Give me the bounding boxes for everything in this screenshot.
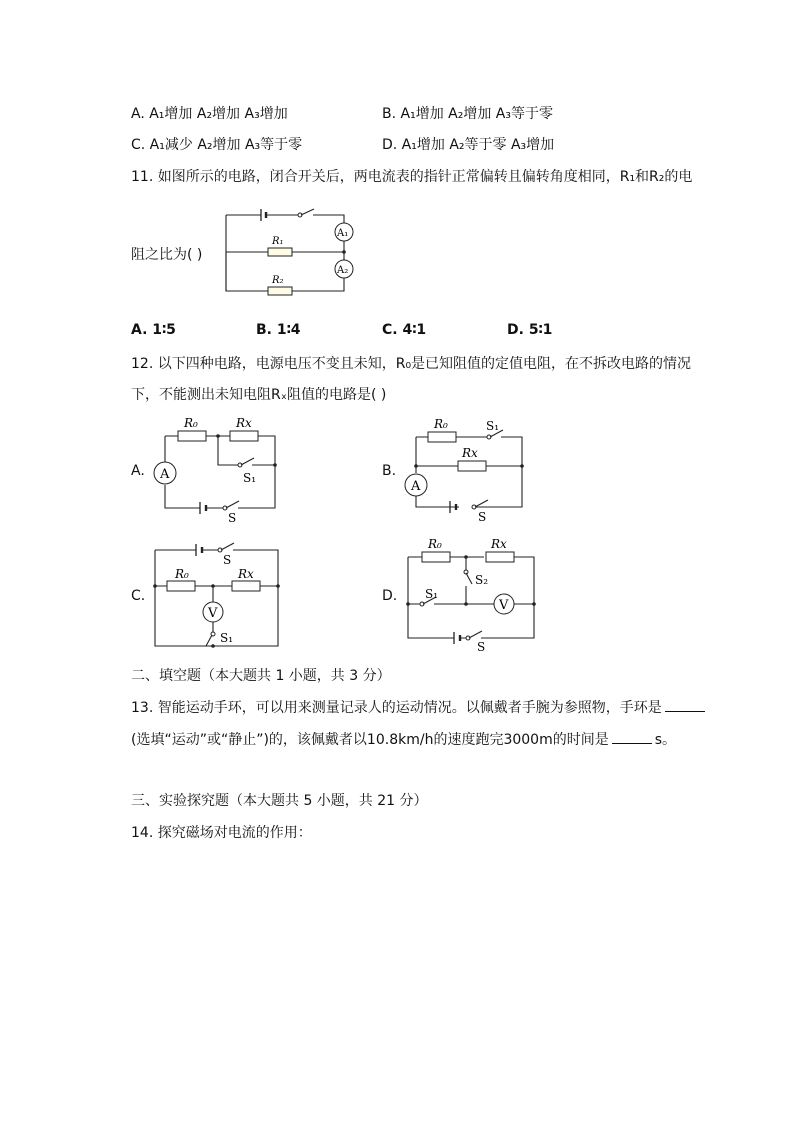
q14-stem: 14. 探究磁场对电流的作用： [131, 825, 312, 841]
q13-stem-cont [131, 729, 676, 749]
ammeter-b-label: A [411, 479, 421, 494]
r0-label-a: R₀ [184, 416, 198, 430]
voltmeter-c-label: V [208, 606, 218, 621]
q13-line2-a: (选填“运动”或“静止”)的，该佩戴者以10.8km/h的速度跑完3000m的时间是 [131, 732, 609, 748]
voltmeter-d-label: V [499, 598, 509, 613]
a2-label: A₂ [337, 265, 349, 276]
section-2-heading: 二、填空题（本大题共 1 小题，共 3 分） [131, 668, 391, 684]
s-label-d: S [477, 640, 486, 654]
section-3-heading: 三、实验探究题（本大题共 5 小题，共 21 分） [131, 793, 428, 809]
q11-stem: 11. 如图所示的电路，闭合开关后，两电流表的指针正常偏转且偏转角度相同，R₁和R₂的电 [131, 169, 693, 185]
r0-label-b: R₀ [434, 417, 448, 431]
rx-label-a: Rx [236, 416, 252, 430]
rx-label-b: Rx [462, 446, 478, 460]
q13-line2-b: s。 [654, 732, 677, 748]
q12-option-c-label[interactable]: C. [131, 588, 146, 604]
q12-option-d-label[interactable]: D. [382, 588, 398, 604]
rx-label-c: Rx [238, 567, 254, 581]
s-label-b: S [478, 510, 487, 524]
q11-stem-cont: 阻之比为( ) [131, 247, 203, 263]
q10-option-d[interactable]: D. A₁增加 A₂等于零 A₃增加 [382, 137, 555, 153]
s1-label-d: S₁ [425, 587, 439, 601]
s1-label-a: S₁ [243, 471, 257, 485]
q11-circuit-figure [220, 200, 360, 300]
q12-stem: 12. 以下四种电路，电源电压不变且未知，R₀是已知阻值的定值电阻，在不拆改电路的情况 [131, 356, 692, 372]
r0-label-c: R₀ [175, 567, 189, 581]
s1-label-c: S₁ [220, 631, 234, 645]
ammeter-a-label: A [160, 467, 170, 482]
q13-blank-1[interactable] [665, 699, 705, 712]
q13-stem [131, 697, 708, 717]
r0-label-d: R₀ [428, 537, 442, 551]
s-label-a: S [228, 511, 237, 525]
q13-blank-2[interactable] [612, 731, 652, 744]
q10-option-c[interactable]: C. A₁减少 A₂增加 A₃等于零 [131, 137, 303, 153]
q11-option-d[interactable]: D. 5∶1 [507, 322, 553, 338]
q10-option-b[interactable]: B. A₁增加 A₂增加 A₃等于零 [382, 106, 553, 122]
q12-stem-cont: 下，不能测出未知电阻Rₓ阻值的电路是( ) [131, 387, 387, 403]
rx-label-d: Rx [491, 537, 507, 551]
q10-option-a[interactable]: A. A₁增加 A₂增加 A₃增加 [131, 106, 288, 122]
q12-circuit-a [150, 415, 285, 525]
q12-circuit-c [150, 538, 285, 653]
q11-option-b[interactable]: B. 1∶4 [256, 322, 301, 338]
q12-option-a-label[interactable]: A. [131, 463, 145, 479]
q11-option-a[interactable]: A. 1∶5 [131, 322, 176, 338]
r2-label: R₂ [272, 275, 284, 286]
r1-label: R₁ [272, 236, 284, 247]
q12-circuit-b [400, 412, 535, 522]
s-label-c: S [223, 553, 232, 567]
q12-circuit-d [400, 538, 540, 653]
q13-line1: 13. 智能运动手环，可以用来测量记录人的运动情况。以佩戴者手腕为参照物，手环是 [131, 700, 662, 716]
q11-option-c[interactable]: C. 4∶1 [382, 322, 427, 338]
s2-label-d: S₂ [475, 573, 489, 587]
q12-option-b-label[interactable]: B. [382, 463, 397, 479]
s1-label-b: S₁ [486, 419, 500, 433]
a1-label: A₁ [337, 228, 349, 239]
